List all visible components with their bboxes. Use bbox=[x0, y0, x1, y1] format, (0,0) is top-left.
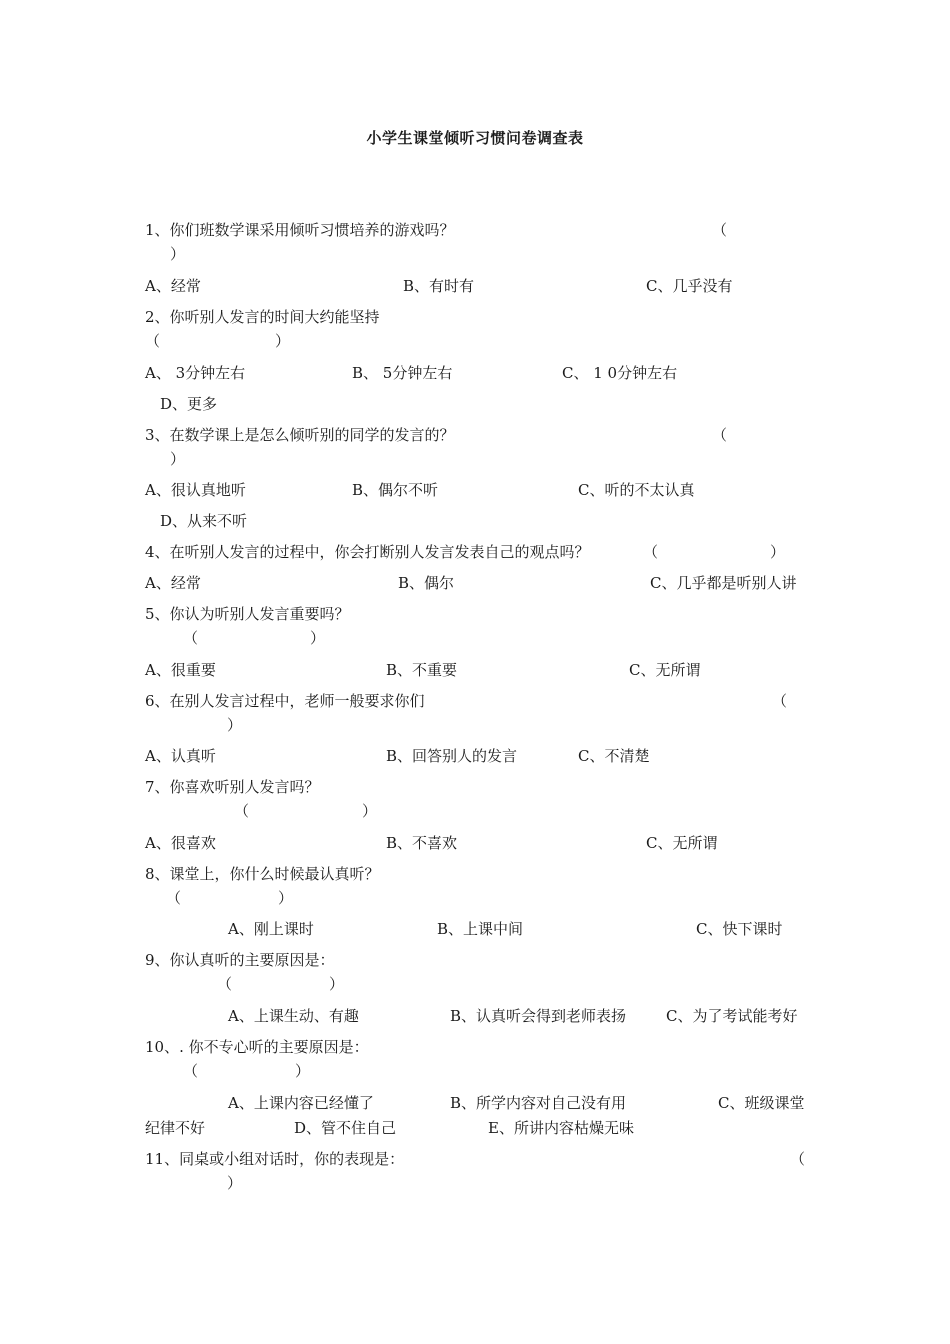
question-4-answer-open: （ bbox=[643, 543, 659, 561]
question-10-option-c-continued: 纪律不好 bbox=[145, 1119, 206, 1137]
question-9-option-c: C、为了考试能考好 bbox=[666, 1007, 798, 1025]
question-10-answer-open: （ bbox=[183, 1062, 199, 1080]
question-1-answer-open: （ bbox=[712, 221, 728, 239]
question-9-answer-close: ） bbox=[329, 975, 345, 993]
question-10-option-a: A、上课内容已经懂了 bbox=[228, 1094, 374, 1112]
question-1-option-a: A、经常 bbox=[145, 277, 201, 295]
question-3-option-a: A、很认真地听 bbox=[145, 481, 246, 499]
question-1-answer-close: ） bbox=[170, 245, 186, 263]
question-3-option-c: C、听的不太认真 bbox=[578, 481, 695, 499]
question-5-text: 5、你认为听别人发言重要吗？ bbox=[145, 605, 350, 623]
question-11-answer-close: ） bbox=[227, 1174, 243, 1192]
question-9-text: 9、你认真听的主要原因是： bbox=[145, 951, 335, 969]
question-7-answer-close: ） bbox=[362, 802, 378, 820]
question-9-option-a: A、上课生动、有趣 bbox=[228, 1007, 359, 1025]
question-8-answer-close: ） bbox=[278, 889, 294, 907]
question-6-text: 6、在别人发言过程中，老师一般要求你们 bbox=[145, 692, 425, 710]
question-10-text: 10、. 你不专心听的主要原因是： bbox=[145, 1038, 369, 1056]
question-11-text: 11、同桌或小组对话时，你的表现是： bbox=[145, 1150, 405, 1168]
question-2-option-c: C、 1 0分钟左右 bbox=[562, 364, 678, 382]
question-10-option-b: B、所学内容对自己没有用 bbox=[450, 1094, 627, 1112]
question-7-answer-open: （ bbox=[234, 802, 250, 820]
question-9-option-b: B、认真听会得到老师表扬 bbox=[450, 1007, 627, 1025]
question-1-option-c: C、几乎没有 bbox=[646, 277, 733, 295]
question-5-option-b: B、不重要 bbox=[386, 661, 458, 679]
question-2-text: 2、你听别人发言的时间大约能坚持 bbox=[145, 308, 380, 326]
question-8-option-c: C、快下课时 bbox=[696, 920, 783, 938]
question-6-option-b: B、回答别人的发言 bbox=[386, 747, 518, 765]
question-8-answer-open: （ bbox=[166, 889, 182, 907]
question-10-option-c: C、班级课堂 bbox=[718, 1094, 805, 1112]
question-5-option-c: C、无所谓 bbox=[629, 661, 701, 679]
question-2-answer-close: ） bbox=[275, 332, 291, 350]
question-3-answer-open: （ bbox=[712, 426, 728, 444]
question-4-option-b: B、偶尔 bbox=[398, 574, 455, 592]
question-3-option-d: D、从来不听 bbox=[160, 512, 248, 530]
question-2-answer-open: （ bbox=[145, 332, 161, 350]
question-7-option-c: C、无所谓 bbox=[646, 834, 718, 852]
question-2-option-a: A、 3分钟左右 bbox=[145, 364, 246, 382]
question-9-answer-open: （ bbox=[217, 975, 233, 993]
question-10-option-e: E、所讲内容枯燥无味 bbox=[488, 1119, 634, 1137]
question-7-option-a: A、很喜欢 bbox=[145, 834, 216, 852]
question-6-option-c: C、不清楚 bbox=[578, 747, 650, 765]
question-4-answer-close: ） bbox=[770, 543, 786, 561]
question-5-answer-open: （ bbox=[183, 629, 199, 647]
question-8-option-b: B、上课中间 bbox=[437, 920, 524, 938]
question-4-option-c: C、几乎都是听别人讲 bbox=[650, 574, 797, 592]
question-5-answer-close: ） bbox=[310, 629, 326, 647]
document-title: 小学生课堂倾听习惯问卷调查表 bbox=[366, 129, 584, 147]
question-5-option-a: A、很重要 bbox=[145, 661, 216, 679]
question-3-text: 3、在数学课上是怎么倾听别的同学的发言的？ bbox=[145, 426, 455, 444]
question-4-text: 4、在听别人发言的过程中，你会打断别人发言发表自己的观点吗？ bbox=[145, 543, 590, 561]
question-8-option-a: A、刚上课时 bbox=[228, 920, 314, 938]
question-10-answer-close: ） bbox=[295, 1062, 311, 1080]
question-2-option-b: B、 5分钟左右 bbox=[352, 364, 453, 382]
question-2-option-d: D、更多 bbox=[160, 395, 218, 413]
question-10-option-d: D、管不住自己 bbox=[294, 1119, 397, 1137]
question-1-option-b: B、有时有 bbox=[403, 277, 475, 295]
question-3-option-b: B、偶尔不听 bbox=[352, 481, 439, 499]
question-8-text: 8、课堂上，你什么时候最认真听？ bbox=[145, 865, 380, 883]
question-3-answer-close: ） bbox=[170, 450, 186, 468]
question-7-option-b: B、不喜欢 bbox=[386, 834, 458, 852]
question-1-text: 1、你们班数学课采用倾听习惯培养的游戏吗？ bbox=[145, 221, 455, 239]
question-6-answer-open: （ bbox=[772, 692, 788, 710]
question-11-answer-open: （ bbox=[790, 1150, 806, 1168]
question-7-text: 7、你喜欢听别人发言吗？ bbox=[145, 778, 320, 796]
question-6-answer-close: ） bbox=[227, 716, 243, 734]
question-4-option-a: A、经常 bbox=[145, 574, 201, 592]
question-6-option-a: A、认真听 bbox=[145, 747, 216, 765]
